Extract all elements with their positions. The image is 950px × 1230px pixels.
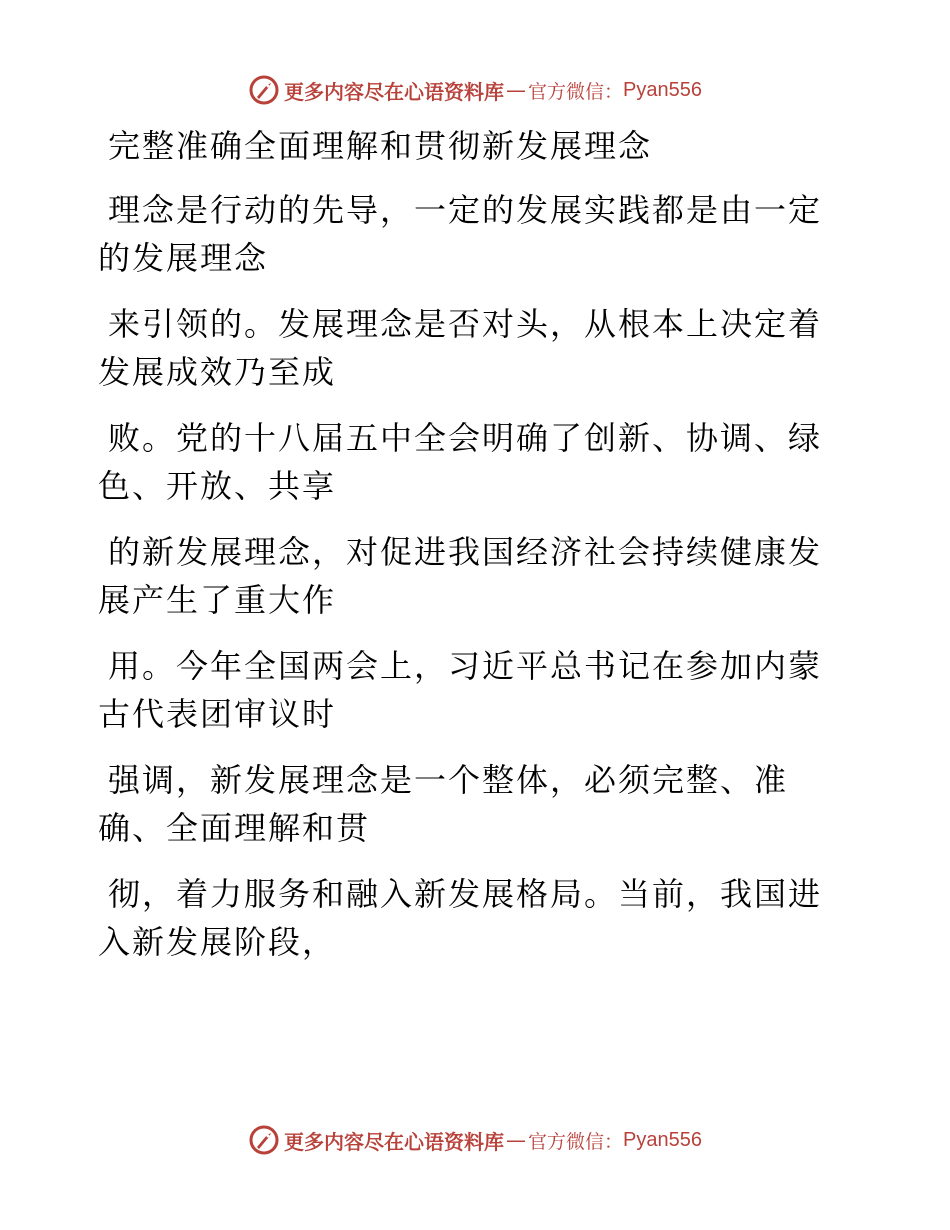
banner-official-label: 官方微信： bbox=[528, 80, 624, 103]
document-body bbox=[98, 122, 838, 984]
banner-dash: — bbox=[506, 78, 526, 102]
paragraph-line: 彻，着力服务和融入新发展格局。当前，我国进 bbox=[108, 875, 823, 913]
paragraph-line: 的新发展理念，对促进我国经济社会持续健康发 bbox=[108, 533, 823, 571]
paragraph-line: 古代表团审议时 bbox=[98, 695, 337, 733]
paragraph-line: 理念是行动的先导，一定的发展实践都是由一定 bbox=[108, 191, 823, 229]
header-banner bbox=[0, 70, 950, 110]
paragraph-line: 用。今年全国两会上，习近平总书记在参加内蒙 bbox=[108, 647, 823, 685]
footer-banner bbox=[0, 1120, 950, 1160]
paragraph-line: 确、全面理解和贯 bbox=[98, 809, 371, 847]
paragraph-line: 展产生了重大作 bbox=[98, 581, 337, 619]
paragraph bbox=[98, 414, 838, 510]
banner-dash: — bbox=[506, 1128, 526, 1152]
banner-official-label: 官方微信： bbox=[528, 1130, 624, 1153]
paragraph-line: 败。党的十八届五中全会明确了创新、协调、绿 bbox=[108, 419, 823, 457]
paragraph-line: 强调，新发展理念是一个整体，必须完整、准 bbox=[108, 761, 789, 799]
paragraph-line: 色、开放、共享 bbox=[98, 467, 337, 505]
banner-brand-text: 更多内容尽在心语资料库 bbox=[284, 1129, 504, 1154]
pen-nib-logo-icon bbox=[248, 1124, 280, 1156]
paragraph bbox=[98, 300, 838, 396]
banner-wechat-id: Pyan556 bbox=[623, 78, 702, 101]
paragraph bbox=[98, 642, 838, 738]
paragraph-line: 来引领的。发展理念是否对头，从根本上决定着 bbox=[108, 305, 823, 343]
document-title: 完整准确全面理解和贯彻新发展理念 bbox=[108, 127, 653, 165]
paragraph bbox=[98, 186, 838, 282]
banner-wechat-id: Pyan556 bbox=[623, 1128, 702, 1151]
banner-brand-text: 更多内容尽在心语资料库 bbox=[284, 79, 504, 104]
paragraph bbox=[98, 756, 838, 852]
paragraph-line: 的发展理念 bbox=[98, 239, 269, 277]
paragraph-line: 发展成效乃至成 bbox=[98, 353, 337, 391]
pen-nib-logo-icon bbox=[248, 74, 280, 106]
paragraph bbox=[98, 870, 838, 966]
paragraph-line: 入新发展阶段， bbox=[98, 923, 337, 961]
paragraph bbox=[98, 528, 838, 624]
